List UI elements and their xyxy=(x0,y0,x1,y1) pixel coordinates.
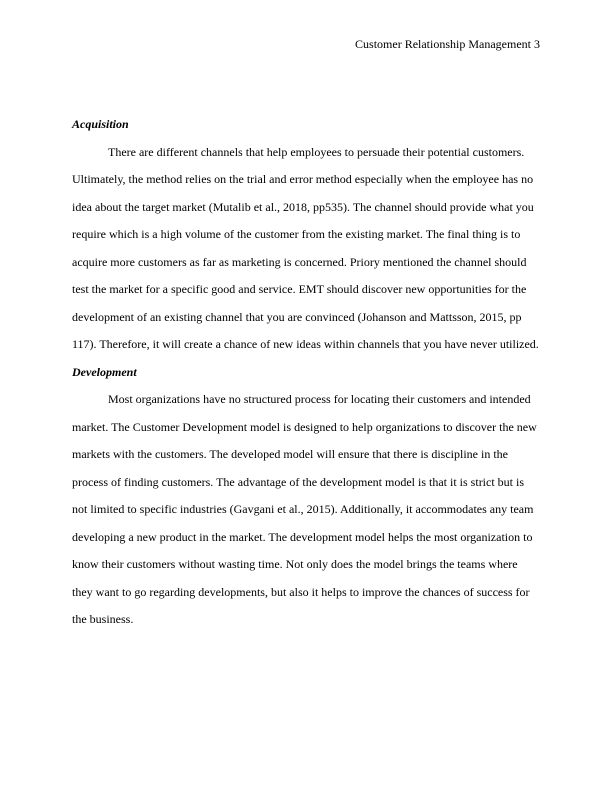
text-line: 117). Therefore, it will create a chance of new ideas within channels that you have never utilized. xyxy=(72,337,539,351)
section-heading-acquisition: Acquisition xyxy=(72,117,129,131)
text-line: they want to go regarding developments, but also it helps to improve the chances of success for xyxy=(72,584,530,599)
text-line: Ultimately, the method relies on the trial and error method especially when the employee has no xyxy=(72,172,534,186)
text-line: developing a new product in the market. The development model helps the most organization to xyxy=(72,529,533,544)
text-line: know their customers without wasting time. Not only does the model brings the teams where xyxy=(72,557,518,571)
paragraph-acquisition xyxy=(72,139,540,359)
section-heading-development: Development xyxy=(72,364,137,379)
text-line: development of an existing channel that you are convinced (Johanson and Mattsson, 2015, pp xyxy=(72,309,522,324)
text-line: test the market for a specific good and service. EMT should discover new opportunities for the xyxy=(72,282,527,296)
text-line: There are different channels that help employees to persuade their potential customers. xyxy=(108,144,525,159)
text-line: acquire more customers as far as marketing is concerned. Priory mentioned the channel should xyxy=(72,254,527,269)
text-line: idea about the target market (Mutalib et al., 2018, pp535). The channel should provide what you xyxy=(72,199,534,214)
text-line: the business. xyxy=(72,612,134,626)
text-line: process of finding customers. The advantage of the development model is that it is strict but is xyxy=(72,474,525,489)
paragraph-development xyxy=(72,386,540,634)
document-body xyxy=(72,111,540,634)
text-line: not limited to specific industries (Gavgani et al., 2015). Additionally, it accommodates any team xyxy=(72,502,534,516)
text-line: require which is a high volume of the customer from the existing market. The final thing is to xyxy=(72,227,521,241)
text-line: markets with the customers. The developed model will ensure that there is discipline in the xyxy=(72,447,509,461)
text-line: Most organizations have no structured process for locating their customers and intended xyxy=(108,392,531,406)
text-line: market. The Customer Development model is designed to help organizations to discover the new xyxy=(72,419,537,434)
running-head: Customer Relationship Management 3 xyxy=(355,37,540,51)
